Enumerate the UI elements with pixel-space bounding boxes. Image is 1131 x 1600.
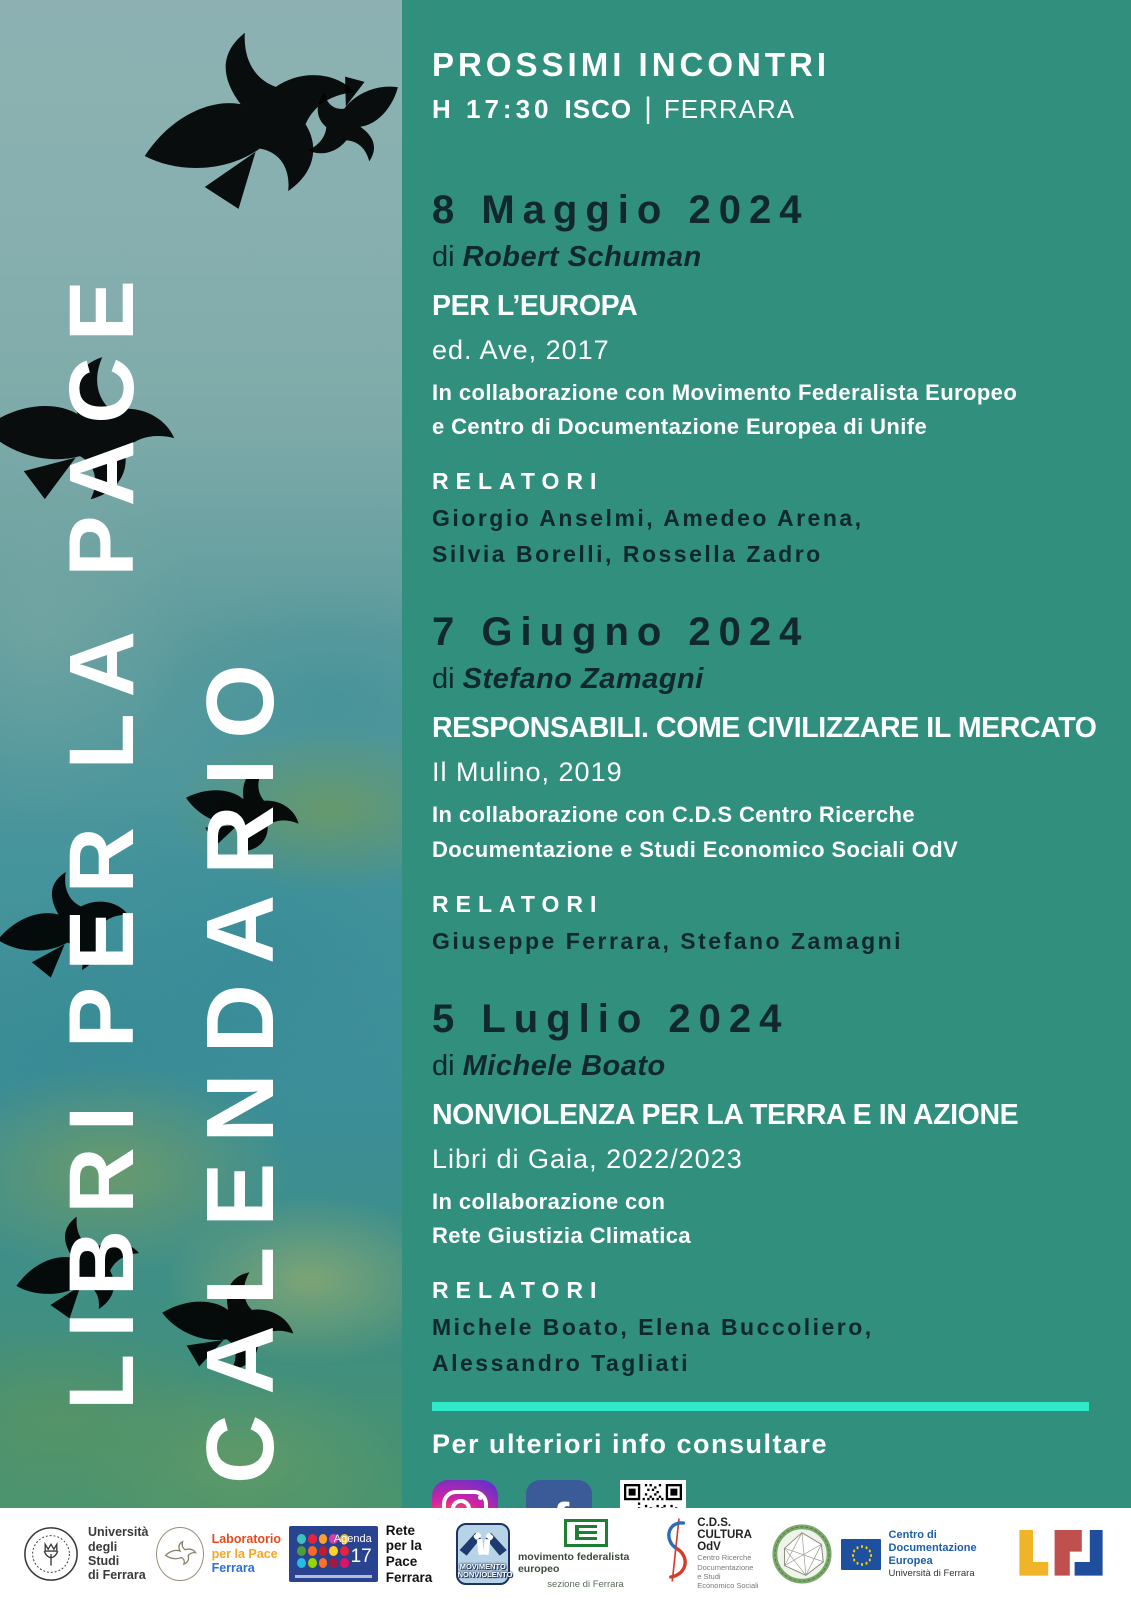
speakers-line: Giorgio Anselmi, Amedeo Arena, — [432, 505, 864, 532]
rete-line: per la Pace — [385, 1538, 422, 1569]
author-name: Michele Boato — [462, 1050, 666, 1083]
federalista-e-icon — [564, 1519, 608, 1547]
cde-label — [889, 1529, 1005, 1580]
event-date: 5 Luglio 2024 — [432, 997, 790, 1042]
book-title: RESPONSABILI. COME CIVILIZZARE IL MERCATO — [432, 712, 1097, 745]
logo-geometric-mark — [1013, 1524, 1109, 1584]
info-note: Per ulteriori info consultare — [432, 1428, 829, 1459]
agenda17-number: 17 — [350, 1546, 372, 1567]
author-name: Stefano Zamagni — [462, 663, 704, 696]
logo-rete-pace — [386, 1523, 448, 1585]
cde-line: Centro di — [888, 1528, 937, 1541]
cde-line: Università di Ferrara — [888, 1568, 975, 1580]
by-prefix: di — [432, 1050, 455, 1083]
byline — [432, 241, 1097, 274]
collaboration-text — [432, 798, 1097, 866]
collab-line: Documentazione e Studi Economico Sociali OdV — [432, 836, 959, 862]
vertical-title: LIBRI PER LA PACE — [51, 263, 153, 1410]
collab-line: In collaborazione con — [432, 1189, 666, 1215]
cds-line: Centro Ricerche — [697, 1553, 752, 1563]
relatori-label: RELATORI — [432, 1277, 604, 1304]
page-title: PROSSIMI INCONTRI — [432, 46, 831, 83]
logo-cde — [841, 1529, 1005, 1580]
event-card-3 — [432, 997, 1097, 1381]
logo-agenda17 — [289, 1526, 378, 1582]
events-panel — [402, 0, 1131, 1508]
federalista-name: movimento federalista europeo — [517, 1550, 630, 1575]
logo-movimento-nonviolento — [456, 1523, 513, 1585]
author-name: Robert Schuman — [462, 241, 702, 273]
unife-seal-icon — [22, 1525, 80, 1583]
vertical-subtitle: CALENDARIO — [187, 644, 294, 1484]
mnv-line: MOVIMENTO — [459, 1561, 506, 1571]
mnv-line: NONVIOLENTO — [457, 1569, 513, 1579]
venue-label: ISCO — [564, 93, 633, 124]
relatori-label: RELATORI — [432, 468, 604, 495]
eu-flag-icon — [841, 1539, 881, 1570]
cds-line: Documentazione — [697, 1562, 754, 1572]
collab-line: Rete Giustizia Climatica — [432, 1223, 692, 1249]
unife-label — [88, 1525, 148, 1583]
instagram-flash-dot — [478, 1495, 483, 1500]
collab-line: e Centro di Documentazione Europea di Unife — [432, 414, 928, 440]
event-card-1 — [432, 188, 1097, 572]
by-prefix: di — [432, 663, 455, 696]
speakers-line: Giuseppe Ferrara, Stefano Zamagni — [432, 927, 904, 954]
logo-laboratorio-pace — [212, 1532, 281, 1575]
cds-line: e Studi — [697, 1572, 721, 1581]
unife-line: Università — [88, 1525, 149, 1540]
agenda17-word: Agenda — [333, 1533, 372, 1545]
cds-label — [697, 1517, 763, 1591]
byline — [432, 663, 1097, 696]
peace-dove-logo — [156, 1527, 203, 1581]
cds-line: Economico Sociali — [697, 1581, 759, 1591]
unife-line: di Ferrara — [88, 1568, 146, 1583]
city-label: FERRARA — [663, 93, 796, 124]
edition-info: Il Mulino, 2019 — [432, 757, 623, 788]
laboratorio-line: per la Pace — [211, 1546, 278, 1561]
speakers-list — [432, 1310, 1097, 1381]
laboratorio-line: Laboratorio — [211, 1532, 282, 1547]
dove-icon — [163, 1541, 197, 1567]
collaboration-text — [432, 1185, 1097, 1253]
logo-cds-cultura — [661, 1517, 763, 1591]
speakers-line: Alessandro Tagliati — [432, 1350, 690, 1377]
unife-line: degli Studi — [88, 1539, 120, 1568]
rete-line: Ferrara — [385, 1569, 433, 1585]
federalista-section: sezione di Ferrara — [547, 1578, 624, 1590]
by-prefix: di — [432, 241, 455, 273]
logo-giustizia-climatica — [771, 1523, 833, 1585]
collab-line: In collaborazione con Movimento Federalista Europeo — [432, 380, 1018, 405]
event-card-2 — [432, 610, 1097, 959]
book-title: NONVIOLENZA PER LA TERRA E IN AZIONE — [432, 1099, 1019, 1132]
agenda17-caption — [295, 1575, 372, 1578]
event-date: 8 Maggio 2024 — [432, 188, 810, 232]
byline — [432, 1050, 1097, 1083]
header-subtitle — [432, 92, 1097, 126]
cds-title: C.D.S. — [697, 1517, 732, 1530]
cde-line: Documentazione Europea — [888, 1541, 977, 1568]
speakers-line: Michele Boato, Elena Buccoliero, — [432, 1314, 874, 1341]
laboratorio-line: Ferrara — [211, 1561, 255, 1576]
partner-logos-footer — [0, 1508, 1131, 1600]
cds-s-icon — [661, 1517, 691, 1583]
rete-line: Rete — [385, 1522, 415, 1538]
edition-info: Libri di Gaia, 2022/2023 — [432, 1144, 743, 1175]
collab-line: In collaborazione con C.D.S Centro Ricerche — [432, 802, 915, 828]
edition-info: ed. Ave, 2017 — [432, 335, 610, 365]
speakers-line: Silvia Borelli, Rossella Zadro — [432, 540, 823, 567]
logo-federalista-europeo — [518, 1519, 653, 1590]
time-label: H 17:30 — [432, 93, 553, 124]
speakers-list — [432, 924, 1097, 960]
separator-bar: | — [644, 92, 652, 125]
cds-subtitle: CULTURA OdV — [697, 1529, 752, 1554]
peace-hands-photo — [0, 0, 402, 1508]
divider-line — [432, 1402, 1089, 1411]
book-title: PER L’EUROPA — [432, 290, 638, 322]
movimento-nonviolento-label — [457, 1561, 513, 1580]
event-date: 7 Giugno 2024 — [432, 610, 810, 655]
speakers-list — [432, 501, 1097, 572]
collaboration-text — [432, 376, 1097, 444]
relatori-label: RELATORI — [432, 890, 604, 917]
header — [432, 46, 1097, 126]
logo-unife — [22, 1525, 148, 1583]
